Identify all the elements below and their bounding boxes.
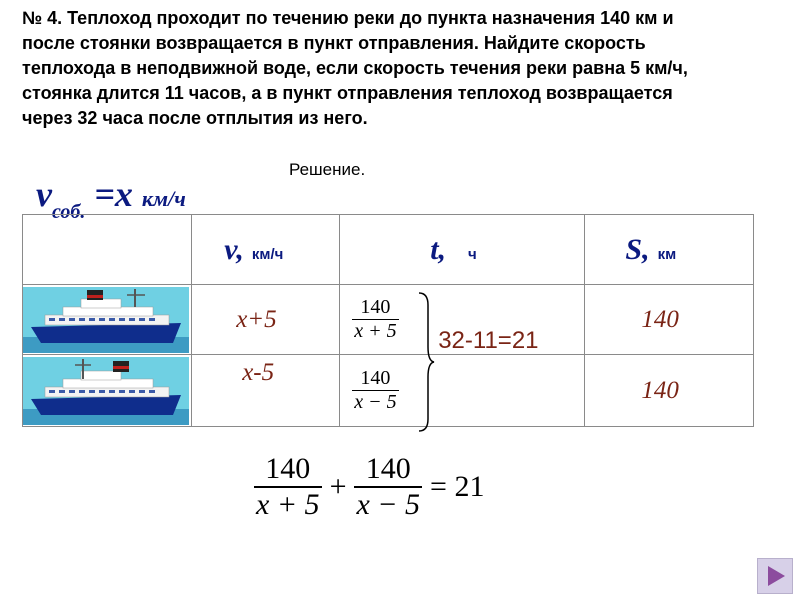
solution-table: [22, 214, 754, 427]
problem-line: после стоянки возвращается в пункт отправления. Найдите скорость: [22, 33, 646, 53]
time-cell: [340, 285, 585, 355]
speed-cell: [192, 285, 340, 355]
speed-unit: км/ч: [251, 245, 284, 263]
table-row: [23, 355, 754, 427]
fraction-numerator: 140: [360, 367, 391, 389]
fraction-numerator: 140: [365, 452, 411, 485]
time-symbol: t,: [430, 232, 447, 266]
header-time: [340, 215, 585, 285]
fraction-denominator: x + 5: [354, 320, 397, 342]
problem-line: теплохода в неподвижной воде, если скорость течения реки равна 5 км/ч,: [22, 58, 688, 78]
brace-icon: [416, 291, 436, 433]
next-slide-button[interactable]: [757, 558, 793, 594]
distance-value: 140: [641, 376, 679, 404]
equation: [254, 452, 492, 522]
header-row: [23, 215, 754, 285]
time-unit: ч: [468, 245, 477, 263]
solution-label: Решение.: [289, 160, 366, 179]
header-blank: [23, 215, 192, 285]
header-speed: [192, 215, 340, 285]
distance-cell: [585, 355, 754, 427]
distance-unit: км: [657, 245, 677, 263]
fraction-numerator: 140: [265, 452, 311, 485]
speed-symbol: v,: [224, 232, 244, 266]
ship-cell: [23, 285, 192, 355]
ship-icon: [23, 287, 189, 353]
speed-cell: [192, 355, 340, 427]
problem-line: стоянка длится 11 часов, а в пункт отправления теплоход возвращается: [22, 83, 673, 103]
distance-symbol: S,: [625, 232, 650, 266]
ship-cell: [23, 355, 192, 427]
fraction-denominator: x + 5: [256, 488, 320, 521]
total-time: 32-11=21: [438, 327, 539, 354]
fraction-numerator: 140: [360, 296, 391, 318]
plus-sign: +: [329, 470, 347, 503]
fraction-denominator: x − 5: [354, 391, 397, 413]
equation-rhs: = 21: [430, 470, 485, 503]
distance-cell: [585, 285, 754, 355]
problem-statement: [22, 6, 782, 131]
play-triangle-icon: [758, 559, 792, 593]
distance-value: 140: [641, 305, 679, 333]
v-symbol: v: [36, 174, 52, 214]
ship-icon: [23, 357, 189, 425]
problem-line: № 4. Теплоход проходит по течению реки до пункта назначения 140 км и: [22, 8, 674, 28]
v-subscript: соб.: [51, 201, 86, 223]
header-distance: [585, 215, 754, 285]
time-cell: [340, 355, 585, 427]
equation-fraction-1: [254, 452, 322, 522]
table-row: [23, 285, 754, 355]
speed-value: x-5: [242, 359, 275, 386]
v-equals-x: =x: [85, 174, 142, 214]
time-fraction: [352, 296, 398, 343]
v-unit: км/ч: [141, 186, 186, 211]
equation-fraction-2: [354, 452, 422, 522]
fraction-denominator: x − 5: [356, 488, 421, 521]
speed-value: x+5: [236, 305, 277, 333]
problem-line: через 32 часа после отплытия из него.: [22, 108, 368, 128]
time-fraction: [352, 367, 398, 414]
